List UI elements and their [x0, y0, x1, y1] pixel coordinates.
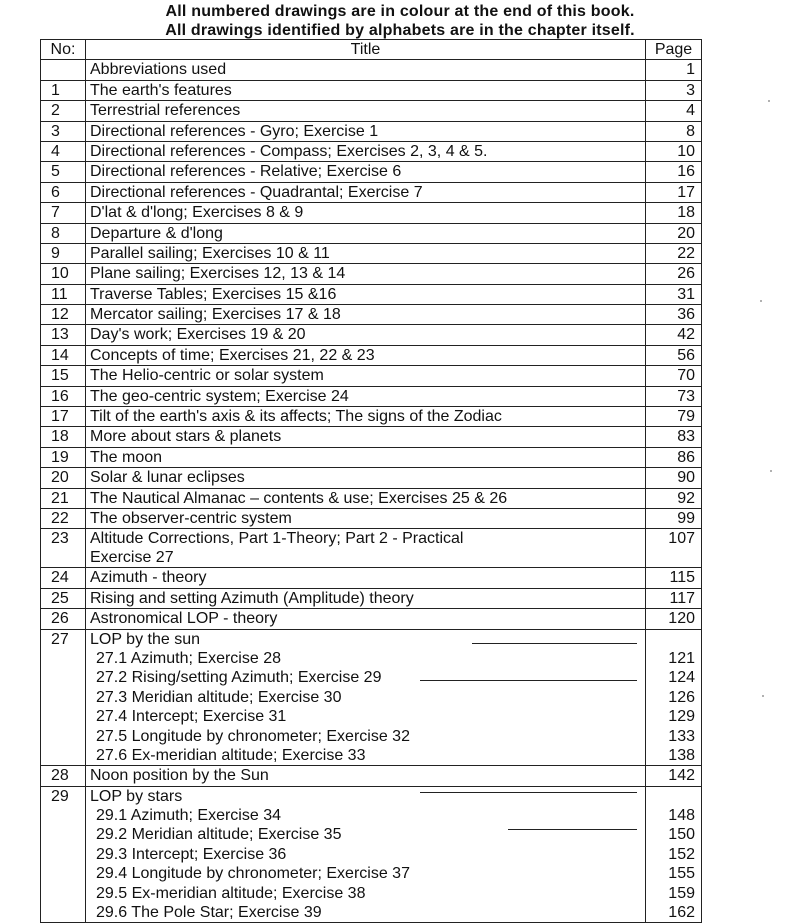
- chapter-number: [41, 825, 86, 844]
- chapter-title: LOP by the sun: [86, 629, 646, 649]
- drawing-notes: [0, 2, 800, 40]
- subsection-row: [41, 903, 702, 923]
- table-row: [41, 366, 702, 386]
- chapter-title: Day's work; Exercises 19 & 20: [86, 325, 646, 345]
- chapter-number: 8: [41, 223, 86, 243]
- table-row: [41, 223, 702, 243]
- leader-line: [472, 643, 637, 644]
- scan-speck: [768, 100, 770, 102]
- chapter-title: Plane sailing; Exercises 12, 13 & 14: [86, 264, 646, 284]
- table-row: [41, 407, 702, 427]
- chapter-number: 17: [41, 407, 86, 427]
- table-row: [41, 121, 702, 141]
- table-row: [41, 468, 702, 488]
- page-number: 36: [646, 305, 702, 325]
- table-row: [41, 305, 702, 325]
- page-number: 4: [646, 101, 702, 121]
- scan-speck: [762, 695, 764, 697]
- chapter-title: More about stars & planets: [86, 427, 646, 447]
- page-number: 124: [646, 668, 702, 687]
- page-number: 79: [646, 407, 702, 427]
- table-row: [41, 786, 702, 806]
- chapter-number: 29: [41, 786, 86, 806]
- page-number: 117: [646, 588, 702, 608]
- page-number: 31: [646, 284, 702, 304]
- chapter-title: 27.5 Longitude by chronometer; Exercise 32: [86, 727, 646, 746]
- page-number: 16: [646, 162, 702, 182]
- page-number: 10: [646, 141, 702, 161]
- table-row: [41, 508, 702, 528]
- chapter-number: 18: [41, 427, 86, 447]
- page-number: 18: [646, 203, 702, 223]
- chapter-number: [41, 845, 86, 864]
- table-row: [41, 447, 702, 467]
- page-number: [646, 786, 702, 806]
- table-row: [41, 488, 702, 508]
- page-number: 107: [646, 529, 702, 568]
- scan-speck: [770, 470, 772, 472]
- page-number: 133: [646, 727, 702, 746]
- header-no: No:: [41, 40, 86, 60]
- chapter-number: 9: [41, 243, 86, 263]
- chapter-number: 4: [41, 141, 86, 161]
- table-row: [41, 101, 702, 121]
- chapter-title: 27.4 Intercept; Exercise 31: [86, 707, 646, 726]
- chapter-number: [41, 668, 86, 687]
- chapter-number: 22: [41, 508, 86, 528]
- chapter-title: The Nautical Almanac – contents & use; Exercises 25 & 26: [86, 488, 646, 508]
- chapter-title: 29.2 Meridian altitude; Exercise 35: [86, 825, 646, 844]
- table-row: [41, 325, 702, 345]
- chapter-number: 20: [41, 468, 86, 488]
- chapter-number: 25: [41, 588, 86, 608]
- chapter-title: Departure & d'long: [86, 223, 646, 243]
- chapter-number: 23: [41, 529, 86, 568]
- page-number: 90: [646, 468, 702, 488]
- chapter-number: 12: [41, 305, 86, 325]
- contents-body: [41, 60, 702, 923]
- chapter-title: Directional references - Relative; Exercise 6: [86, 162, 646, 182]
- chapter-title: [86, 529, 646, 568]
- chapter-number: 15: [41, 366, 86, 386]
- page-number: 70: [646, 366, 702, 386]
- chapter-number: [41, 688, 86, 707]
- subsection-row: [41, 884, 702, 903]
- chapter-number: 28: [41, 766, 86, 786]
- page-number: 138: [646, 746, 702, 766]
- chapter-title: Tilt of the earth's axis & its affects; The signs of the Zodiac: [86, 407, 646, 427]
- chapter-title: Mercator sailing; Exercises 17 & 18: [86, 305, 646, 325]
- chapter-number: 10: [41, 264, 86, 284]
- page-number: 3: [646, 80, 702, 100]
- note-numbered-drawings: All numbered drawings are in colour at the end of this book.: [165, 3, 635, 20]
- chapter-title: The geo-centric system; Exercise 24: [86, 386, 646, 406]
- chapter-number: [41, 707, 86, 726]
- chapter-title: The Helio-centric or solar system: [86, 366, 646, 386]
- chapter-number: 5: [41, 162, 86, 182]
- subsection-row: [41, 688, 702, 707]
- table-row: [41, 386, 702, 406]
- chapter-title: The moon: [86, 447, 646, 467]
- chapter-number: [41, 884, 86, 903]
- chapter-number: [41, 903, 86, 923]
- table-row: [41, 609, 702, 629]
- chapter-title: 27.3 Meridian altitude; Exercise 30: [86, 688, 646, 707]
- subsection-row: [41, 746, 702, 766]
- chapter-title: LOP by stars: [86, 786, 646, 806]
- chapter-number: 1: [41, 80, 86, 100]
- leader-line: [420, 792, 637, 793]
- page-number: 83: [646, 427, 702, 447]
- chapter-title: Traverse Tables; Exercises 15 &16: [86, 284, 646, 304]
- chapter-title: Parallel sailing; Exercises 10 & 11: [86, 243, 646, 263]
- table-row: [41, 264, 702, 284]
- chapter-number: 24: [41, 568, 86, 588]
- table-row: [41, 629, 702, 649]
- page-number: 129: [646, 707, 702, 726]
- page-number: 162: [646, 903, 702, 923]
- chapter-title: Rising and setting Azimuth (Amplitude) theory: [86, 588, 646, 608]
- chapter-number: 6: [41, 182, 86, 202]
- header-page: Page: [646, 40, 702, 60]
- chapter-title: Azimuth - theory: [86, 568, 646, 588]
- chapter-title: Noon position by the Sun: [86, 766, 646, 786]
- table-row: [41, 162, 702, 182]
- chapter-title: The observer-centric system: [86, 508, 646, 528]
- page-number: 92: [646, 488, 702, 508]
- page-number: 148: [646, 806, 702, 825]
- chapter-title: Terrestrial references: [86, 101, 646, 121]
- subsection-row: [41, 707, 702, 726]
- chapter-title: Solar & lunar eclipses: [86, 468, 646, 488]
- page-number: 126: [646, 688, 702, 707]
- chapter-number: 11: [41, 284, 86, 304]
- chapter-title: 29.3 Intercept; Exercise 36: [86, 845, 646, 864]
- page-number: 17: [646, 182, 702, 202]
- chapter-number: 16: [41, 386, 86, 406]
- subsection-row: [41, 649, 702, 668]
- page-number: 73: [646, 386, 702, 406]
- table-row: [41, 427, 702, 447]
- page-number: 8: [646, 121, 702, 141]
- leader-line: [420, 680, 637, 681]
- subsection-row: [41, 806, 702, 825]
- chapter-number: 14: [41, 345, 86, 365]
- table-row: [41, 243, 702, 263]
- chapter-title: 29.4 Longitude by chronometer; Exercise 37: [86, 864, 646, 883]
- chapter-title: 27.6 Ex-meridian altitude; Exercise 33: [86, 746, 646, 766]
- table-header-row: [41, 40, 702, 60]
- chapter-title: Concepts of time; Exercises 21, 22 & 23: [86, 345, 646, 365]
- chapter-number: 26: [41, 609, 86, 629]
- table-row: [41, 529, 702, 568]
- chapter-number: 19: [41, 447, 86, 467]
- chapter-title-line: Altitude Corrections, Part 1-Theory; Part 2 - Practical: [90, 530, 464, 548]
- chapter-title-line: Exercise 27: [90, 549, 174, 567]
- page-number: [646, 629, 702, 649]
- table-row: [41, 141, 702, 161]
- chapter-title: Directional references - Compass; Exercises 2, 3, 4 & 5.: [86, 141, 646, 161]
- chapter-title: D'lat & d'long; Exercises 8 & 9: [86, 203, 646, 223]
- chapter-number: [41, 746, 86, 766]
- chapter-number: 3: [41, 121, 86, 141]
- subsection-row: [41, 668, 702, 687]
- page-number: 86: [646, 447, 702, 467]
- chapter-title: 27.2 Rising/setting Azimuth; Exercise 29: [86, 668, 646, 687]
- chapter-number: 13: [41, 325, 86, 345]
- subsection-row: [41, 727, 702, 746]
- chapter-number: [41, 60, 86, 80]
- chapter-number: [41, 864, 86, 883]
- table-row: [41, 182, 702, 202]
- chapter-title: 29.5 Ex-meridian altitude; Exercise 38: [86, 884, 646, 903]
- leader-line: [508, 829, 637, 830]
- page-number: 22: [646, 243, 702, 263]
- page-number: 99: [646, 508, 702, 528]
- page-number: 26: [646, 264, 702, 284]
- chapter-number: 7: [41, 203, 86, 223]
- table-row: [41, 80, 702, 100]
- page-number: 152: [646, 845, 702, 864]
- table-row: [41, 345, 702, 365]
- table-row: [41, 568, 702, 588]
- page-number: 150: [646, 825, 702, 844]
- page-number: 155: [646, 864, 702, 883]
- table-row: [41, 588, 702, 608]
- chapter-number: 21: [41, 488, 86, 508]
- chapter-title: Astronomical LOP - theory: [86, 609, 646, 629]
- page-number: 115: [646, 568, 702, 588]
- chapter-title: Abbreviations used: [86, 60, 646, 80]
- header-title: Title: [86, 40, 646, 60]
- page-number: 20: [646, 223, 702, 243]
- chapter-number: [41, 649, 86, 668]
- page-number: 42: [646, 325, 702, 345]
- chapter-number: 2: [41, 101, 86, 121]
- chapter-number: [41, 806, 86, 825]
- subsection-row: [41, 864, 702, 883]
- chapter-title: 29.1 Azimuth; Exercise 34: [86, 806, 646, 825]
- contents-table: [40, 39, 702, 923]
- page-number: 142: [646, 766, 702, 786]
- page-number: 121: [646, 649, 702, 668]
- chapter-title: The earth's features: [86, 80, 646, 100]
- scan-speck: [760, 300, 762, 302]
- chapter-title: Directional references - Quadrantal; Exercise 7: [86, 182, 646, 202]
- note-alphabet-drawings: All drawings identified by alphabets are in the chapter itself.: [165, 22, 635, 39]
- table-row: [41, 766, 702, 786]
- chapter-number: [41, 727, 86, 746]
- page-number: 120: [646, 609, 702, 629]
- table-row: [41, 284, 702, 304]
- page-number: 159: [646, 884, 702, 903]
- subsection-row: [41, 845, 702, 864]
- chapter-title: 29.6 The Pole Star; Exercise 39: [86, 903, 646, 923]
- chapter-title: 27.1 Azimuth; Exercise 28: [86, 649, 646, 668]
- table-row: [41, 60, 702, 80]
- page-number: 56: [646, 345, 702, 365]
- chapter-title: Directional references - Gyro; Exercise 1: [86, 121, 646, 141]
- page-number: 1: [646, 60, 702, 80]
- table-row: [41, 203, 702, 223]
- chapter-number: 27: [41, 629, 86, 649]
